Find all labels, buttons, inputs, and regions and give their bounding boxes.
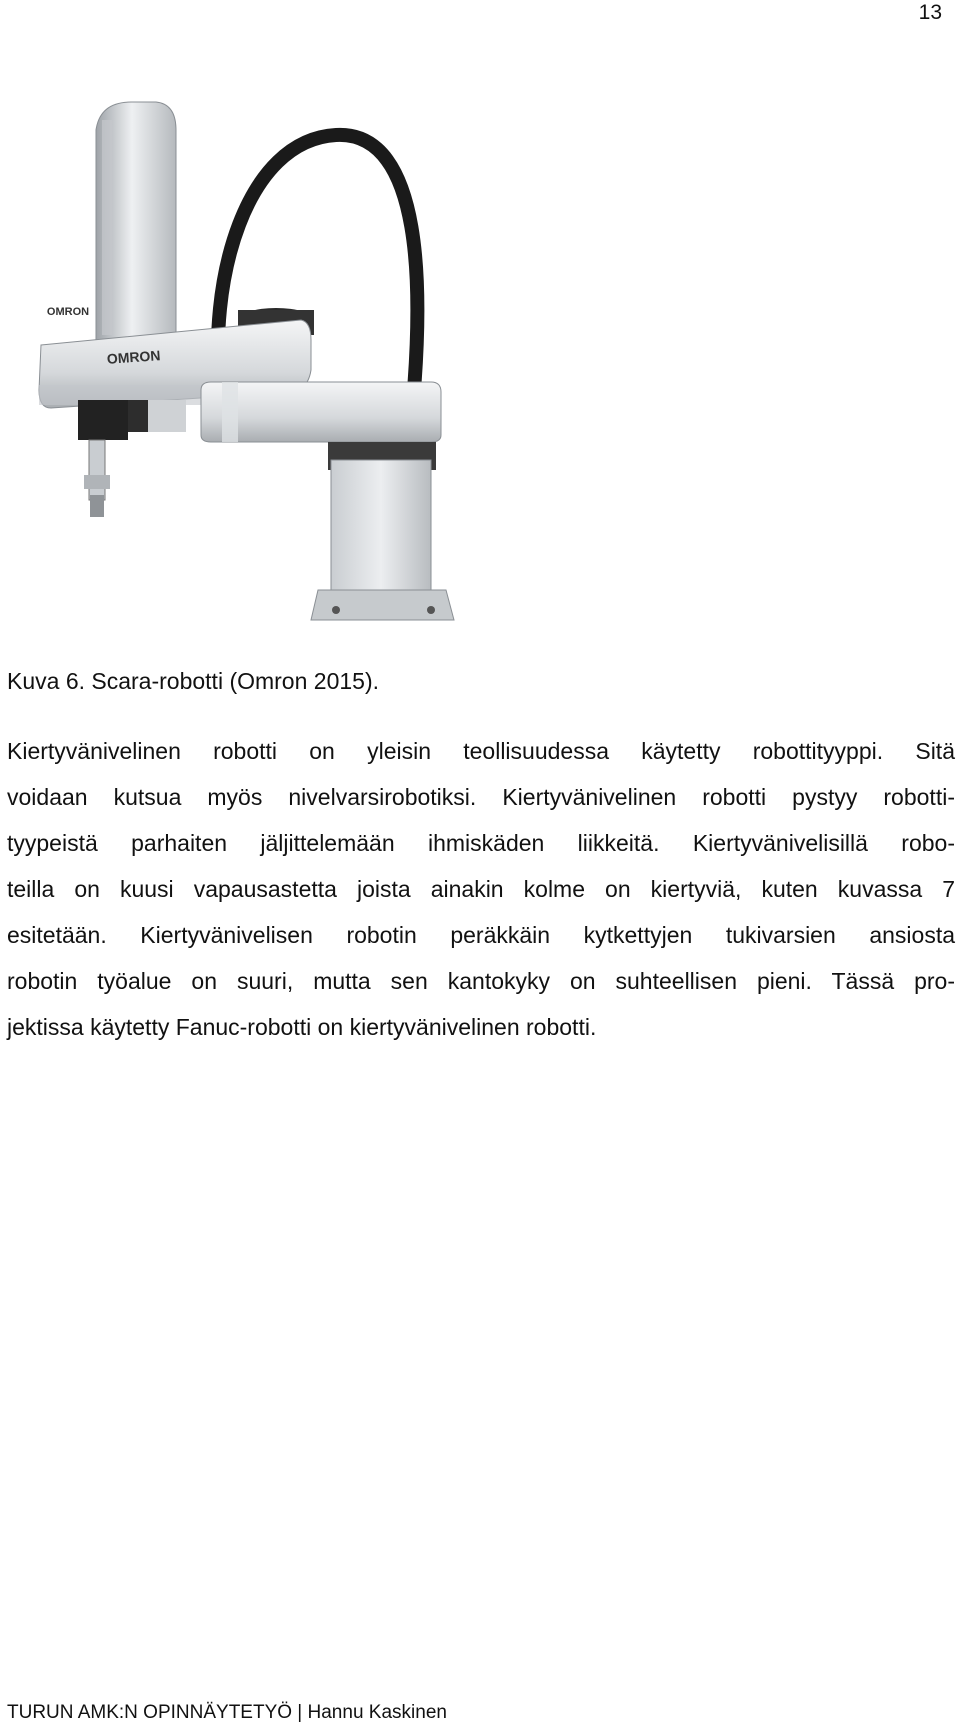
paragraph-line: jektissa käytetty Fanuc-robotti on kiertyvänivelinen robotti. <box>7 1014 597 1040</box>
paragraph-line: Kiertyvänivelinen robotti on yleisin teollisuudessa käytetty robottityyppi. Sitä <box>7 738 955 764</box>
robot-figure <box>36 100 496 635</box>
paragraph-line: tyypeistä parhaiten jäljittelemään ihmiskäden liikkeitä. Kiertyvänivelisillä robo- <box>7 830 955 856</box>
scara-robot-image <box>36 100 496 635</box>
figure-caption: Kuva 6. Scara-robotti (Omron 2015). <box>7 668 379 694</box>
page-number: 13 <box>918 1 942 24</box>
paragraph-line: teilla on kuusi vapausastetta joista ainakin kolme on kiertyviä, kuten kuvassa 7 <box>7 876 955 902</box>
body-paragraph <box>7 736 955 1058</box>
paragraph-line: voidaan kutsua myös nivelvarsirobotiksi. Kiertyvänivelinen robotti pystyy robotti- <box>7 784 955 810</box>
svg-text:OMRON: OMRON <box>46 306 90 318</box>
paragraph-line: esitetään. Kiertyvänivelisen robotin peräkkäin kytkettyjen tukivarsien ansiosta <box>7 922 955 948</box>
svg-text:OMRON: OMRON <box>106 347 161 367</box>
paragraph-line: robotin työalue on suuri, mutta sen kantokyky on suhteellisen pieni. Tässä pro- <box>7 968 955 994</box>
page-footer: TURUN AMK:N OPINNÄYTETYÖ | Hannu Kaskinen <box>7 1702 447 1723</box>
